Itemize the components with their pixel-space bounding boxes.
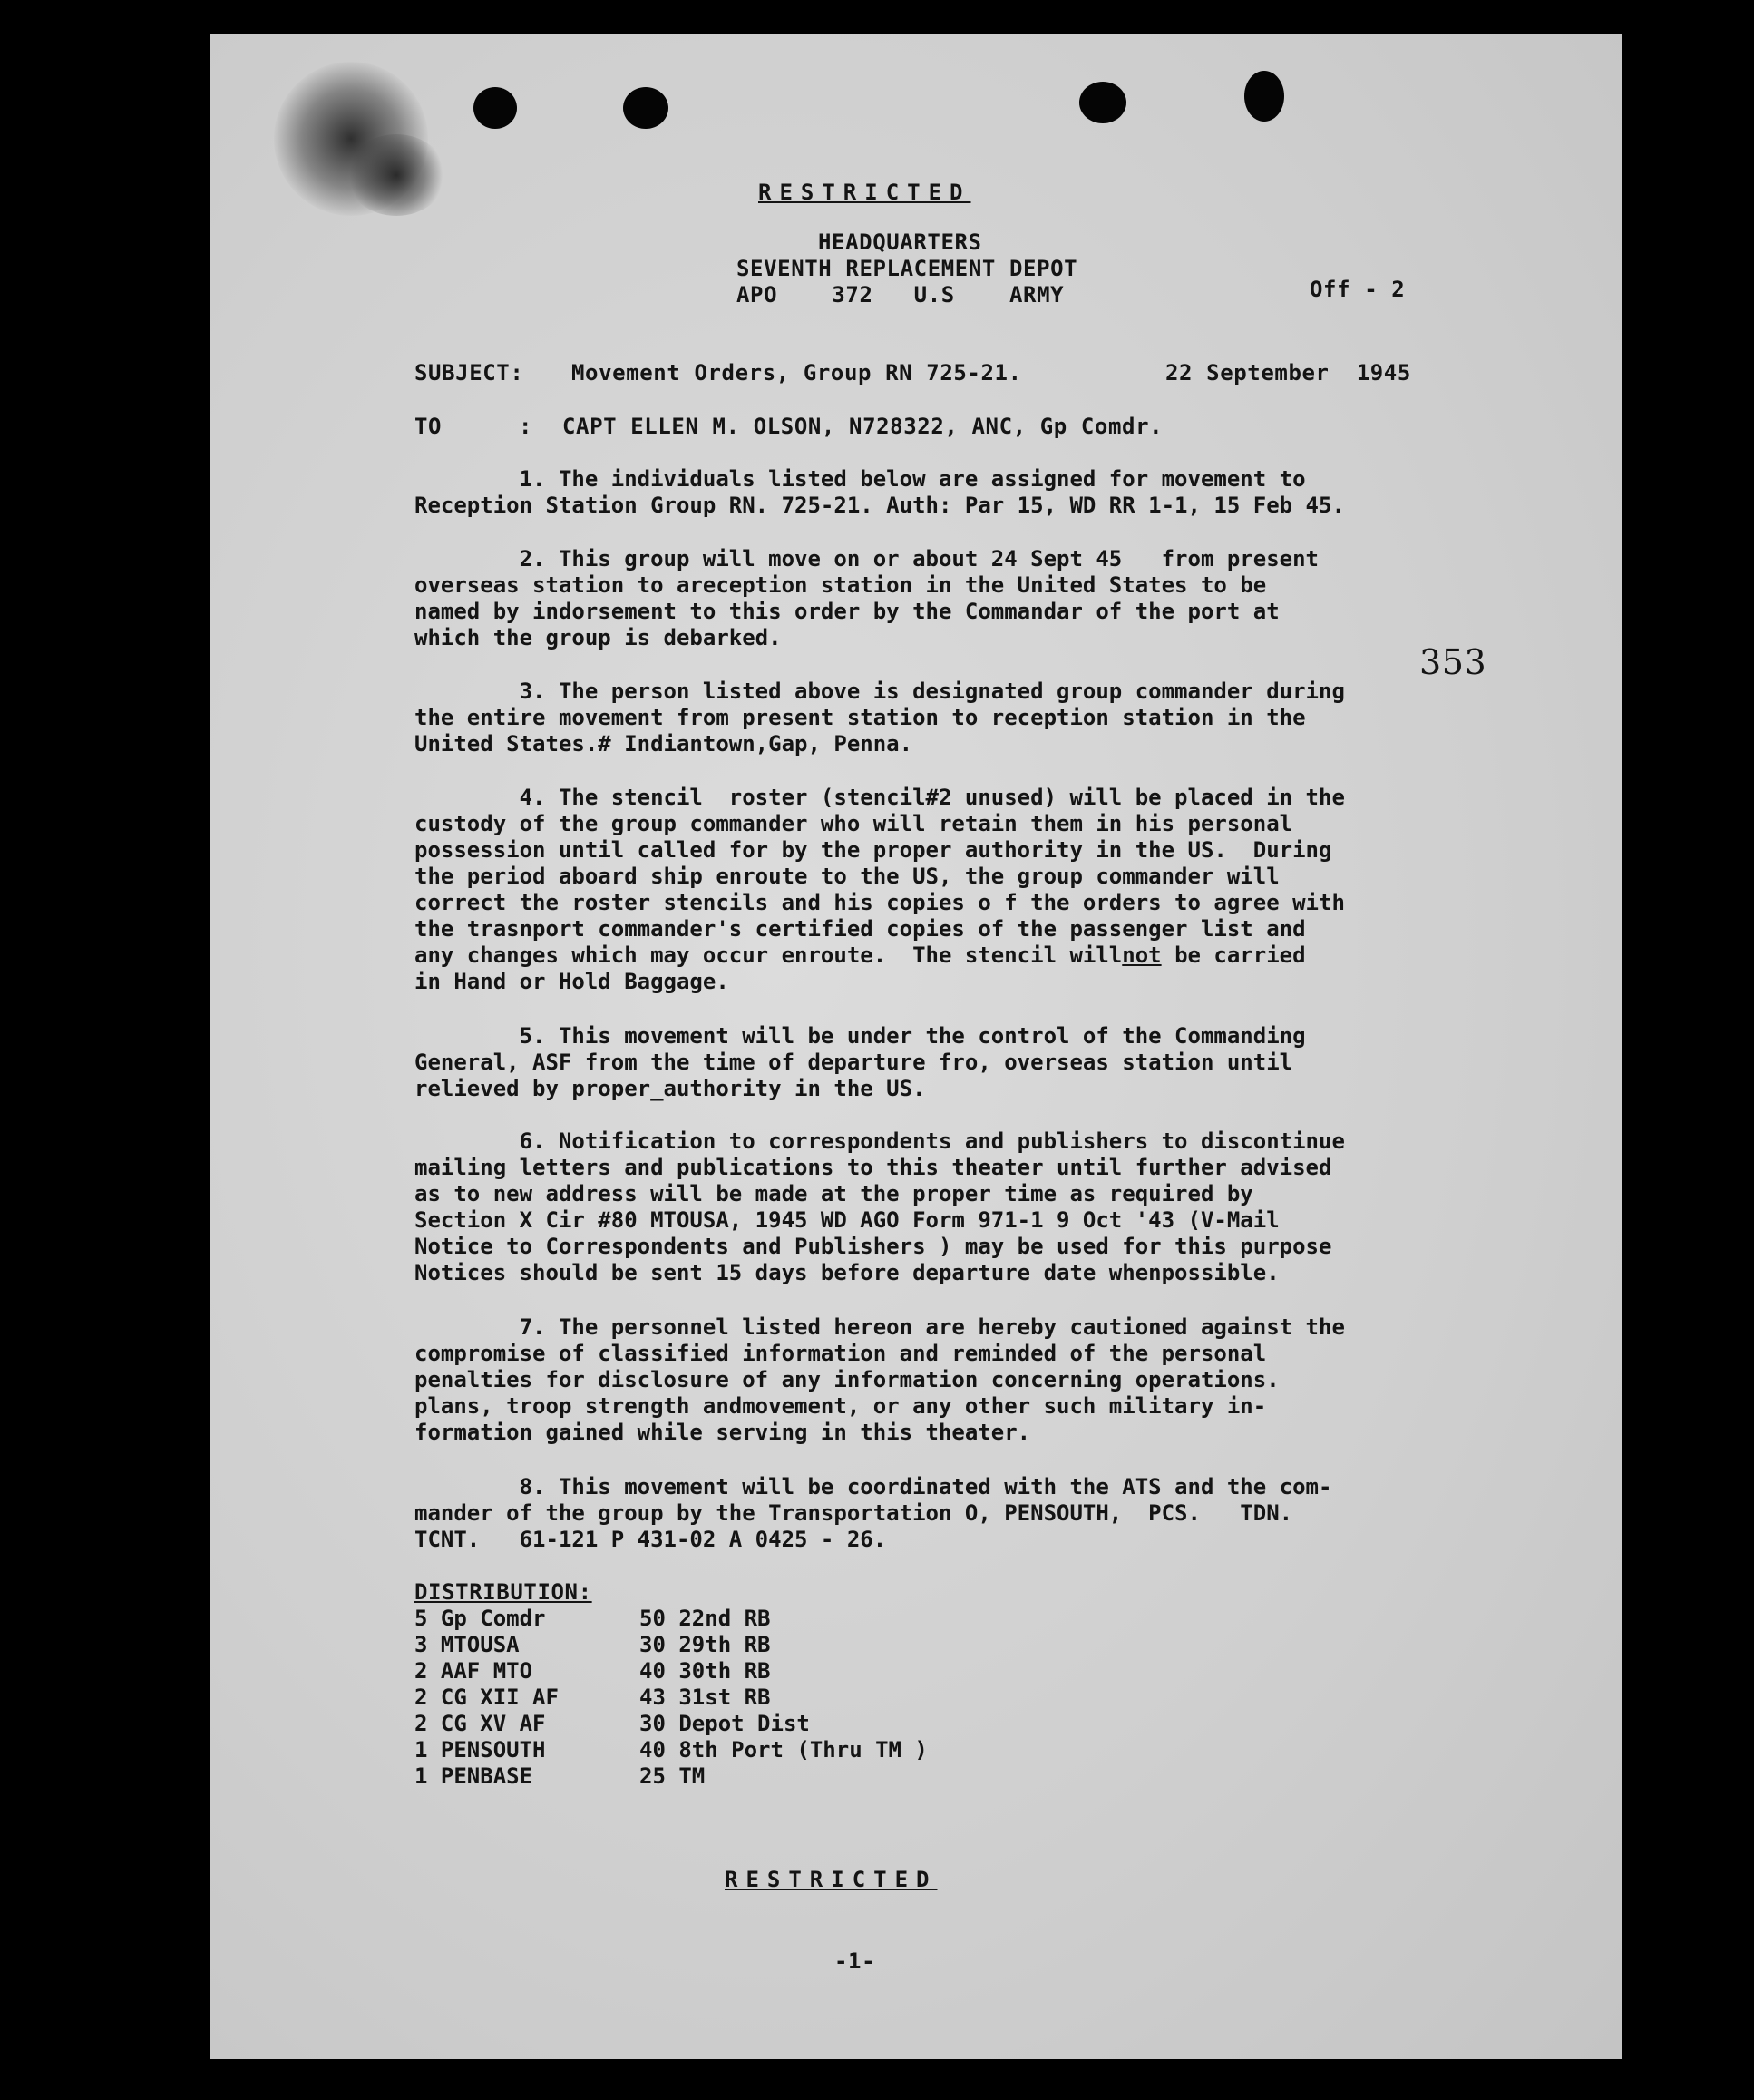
corner-stain — [346, 134, 446, 216]
distribution-item: 30 Depot Dist — [639, 1711, 810, 1736]
distribution-item: 30 29th RB — [639, 1632, 771, 1657]
distribution-item: 2 CG XV AF — [414, 1711, 546, 1736]
distribution-item: 2 AAF MTO — [414, 1658, 533, 1684]
paragraph-line: the period aboard ship enroute to the US, the group commander will — [414, 864, 1280, 889]
paragraph-line: formation gained while serving in this theater. — [414, 1420, 1031, 1445]
paragraph-line: named by indorsement to this order by the Commandar of the port at — [414, 599, 1280, 624]
distribution-item: 40 30th RB — [639, 1658, 771, 1684]
paragraph-line: 3. The person listed above is designated group commander during — [414, 679, 1345, 704]
paragraph-line: 5. This movement will be under the control of the Commanding — [414, 1023, 1306, 1049]
stamp-number: 353 — [1419, 642, 1487, 682]
distribution-item: 5 Gp Comdr — [414, 1606, 546, 1631]
paragraph-line: Reception Station Group RN. 725-21. Auth: Par 15, WD RR 1-1, 15 Feb 45. — [414, 493, 1345, 518]
distribution-item: 3 MTOUSA — [414, 1632, 520, 1657]
distribution-item: 1 PENSOUTH — [414, 1737, 546, 1763]
org-line-apo: APO 372 U.S ARMY — [736, 282, 1065, 308]
paragraph-line: correct the roster stencils and his copies o f the orders to agree with — [414, 890, 1345, 915]
distribution-item: 1 PENBASE — [414, 1763, 533, 1789]
paragraph-line: the entire movement from present station to reception station in the — [414, 705, 1306, 730]
punch-hole — [1244, 71, 1284, 122]
org-line-depot: SEVENTH REPLACEMENT DEPOT — [736, 256, 1078, 281]
reference-code: Off - 2 — [1310, 277, 1406, 302]
paragraph-line: Notices should be sent 15 days before departure date whenpossible. — [414, 1260, 1280, 1285]
subject-label: SUBJECT: — [414, 360, 524, 386]
paragraph-line: 2. This group will move on or about 24 Sept 45 from present — [414, 546, 1319, 571]
distribution-item: 43 31st RB — [639, 1685, 771, 1710]
paragraph-line: 4. The stencil roster (stencil#2 unused) will be placed in the — [414, 785, 1345, 810]
punch-hole — [1079, 82, 1126, 123]
paragraph-line: any changes which may occur enroute. The stencil willnot be carried — [414, 943, 1306, 968]
punch-hole — [473, 87, 517, 129]
paragraph-line: which the group is debarked. — [414, 625, 782, 650]
underlined-not: not — [1122, 943, 1162, 968]
subject-text: Movement Orders, Group RN 725-21. — [571, 360, 1022, 386]
paragraph-line: TCNT. 61-121 P 431-02 A 0425 - 26. — [414, 1527, 887, 1552]
paragraph-line: Notice to Correspondents and Publishers ) may be used for this purpose — [414, 1234, 1332, 1259]
document-page — [210, 34, 1622, 2059]
paragraph-line: plans, troop strength andmovement, or any other such military in- — [414, 1393, 1267, 1419]
paragraph-line: penalties for disclosure of any information concerning operations. — [414, 1367, 1280, 1392]
paragraph-line: relieved by proper_authority in the US. — [414, 1076, 926, 1101]
addressee: CAPT ELLEN M. OLSON, N728322, ANC, Gp Comdr. — [562, 414, 1164, 439]
org-line-headquarters: HEADQUARTERS — [818, 230, 982, 255]
paragraph-line: 7. The personnel listed hereon are hereby cautioned against the — [414, 1314, 1345, 1340]
paragraph-line: the trasnport commander's certified copies of the passenger list and — [414, 916, 1306, 942]
classification-footer: RESTRICTED — [725, 1867, 938, 1892]
distribution-item: 25 TM — [639, 1763, 706, 1789]
distribution-item: 50 22nd RB — [639, 1606, 771, 1631]
document-date: 22 September 1945 — [1165, 360, 1411, 386]
paragraph-line: compromise of classified information and reminded of the personal — [414, 1341, 1267, 1366]
paragraph-line: 8. This movement will be coordinated with the ATS and the com- — [414, 1474, 1332, 1499]
paragraph-line: possession until called for by the proper authority in the US. During — [414, 837, 1332, 863]
distribution-item: 40 8th Port (Thru TM ) — [639, 1737, 928, 1763]
paragraph-line: United States.# Indiantown,Gap, Penna. — [414, 731, 913, 757]
to-label: TO — [414, 414, 443, 439]
distribution-item: 2 CG XII AF — [414, 1685, 559, 1710]
paragraph-line: General, ASF from the time of departure fro, overseas station until — [414, 1050, 1293, 1075]
paragraph-line: overseas station to areception station in the United States to be — [414, 572, 1267, 598]
to-colon: : — [519, 414, 533, 439]
paragraph-line: Section X Cir #80 MTOUSA, 1945 WD AGO Form 971-1 9 Oct '43 (V-Mail — [414, 1207, 1280, 1233]
paragraph-line: mander of the group by the Transportation O, PENSOUTH, PCS. TDN. — [414, 1500, 1293, 1526]
paragraph-line: in Hand or Hold Baggage. — [414, 969, 729, 994]
paragraph-line: 1. The individuals listed below are assigned for movement to — [414, 466, 1306, 492]
classification-header: RESTRICTED — [758, 180, 971, 205]
paragraph-line: custody of the group commander who will retain them in his personal — [414, 811, 1293, 836]
page-number: -1- — [834, 1949, 876, 1974]
paragraph-line: 6. Notification to correspondents and publishers to discontinue — [414, 1128, 1345, 1154]
distribution-heading: DISTRIBUTION: — [414, 1579, 592, 1605]
paragraph-line: as to new address will be made at the proper time as required by — [414, 1181, 1253, 1206]
punch-hole — [623, 87, 668, 129]
paragraph-line: mailing letters and publications to this theater until further advised — [414, 1155, 1332, 1180]
